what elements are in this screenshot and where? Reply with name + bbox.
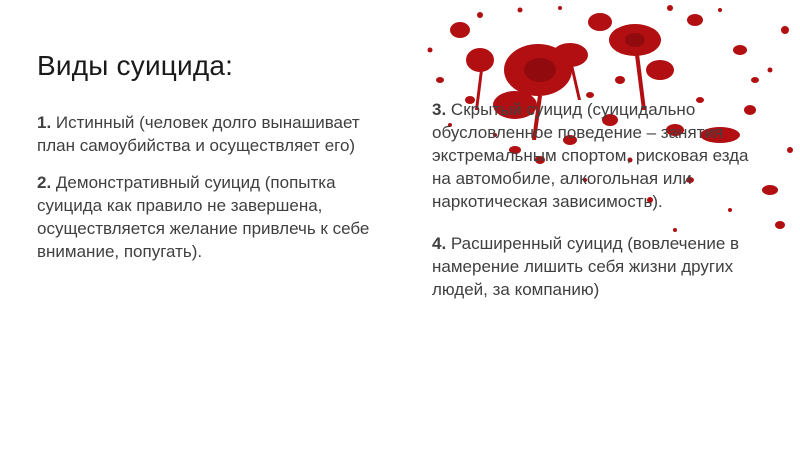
item-text: Расширенный суицид (вовлечение в намерение лишить себя жизни других людей, за компанию) [432, 234, 740, 299]
list-item [37, 171, 387, 263]
item-number: 3. [432, 100, 447, 119]
left-column [37, 111, 387, 277]
slide-title: Виды суицида: [37, 50, 234, 81]
list-item [432, 232, 772, 301]
list-item [432, 98, 772, 213]
item-number: 4. [432, 234, 447, 253]
right-column [432, 98, 772, 320]
item-text: Скрытый суицид (суицидально обусловленное поведение – занятия экстремальным спортом, рисковая езда на автомобиле, алкогольная или наркотическая зависимость). [432, 100, 749, 211]
list-item [37, 111, 387, 157]
item-text: Истинный (человек долго вынашивает план самоубийства и осуществляет его) [37, 113, 360, 155]
item-number: 1. [37, 113, 52, 132]
item-text: Демонстративный суицид (попытка суицида как правило не завершена, осуществляется желание привлечь к себе внимание, попугать). [37, 173, 370, 261]
item-number: 2. [37, 173, 52, 192]
